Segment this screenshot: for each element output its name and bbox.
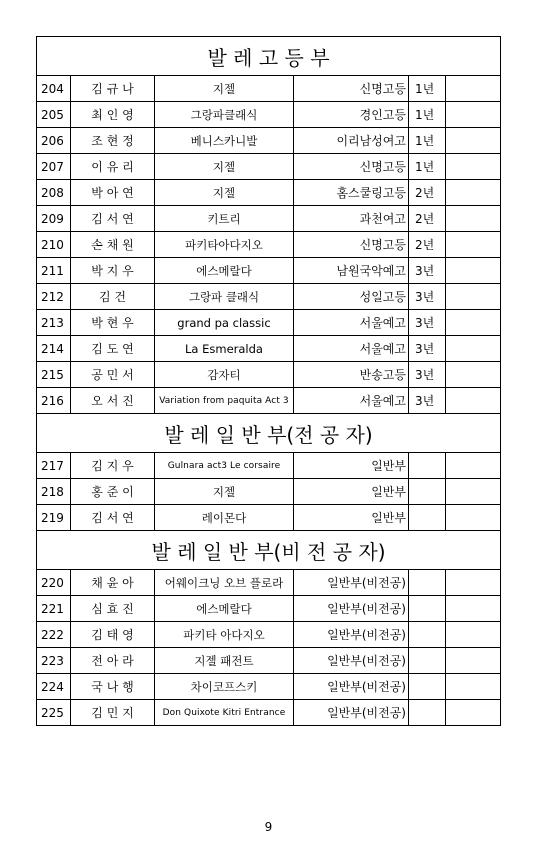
- entry-number: 204: [37, 76, 71, 102]
- piece-title: 키트리: [155, 206, 294, 232]
- entry-number: 213: [37, 310, 71, 336]
- blank-cell: [446, 128, 501, 154]
- participant-name: 김 태 영: [71, 622, 155, 648]
- entry-number: 220: [37, 570, 71, 596]
- blank-cell: [446, 596, 501, 622]
- participant-name: 조 현 정: [71, 128, 155, 154]
- school-name: 경인고등: [294, 102, 409, 128]
- blank-cell: [446, 206, 501, 232]
- participant-name: 김 민 지: [71, 700, 155, 726]
- blank-cell: [446, 154, 501, 180]
- blank-cell: [446, 284, 501, 310]
- entry-number: 223: [37, 648, 71, 674]
- school-name: 일반부(비전공): [294, 622, 409, 648]
- piece-title: 파키타 아다지오: [155, 622, 294, 648]
- piece-title: 베니스카니발: [155, 128, 294, 154]
- participant-name: 공 민 서: [71, 362, 155, 388]
- blank-cell: [446, 310, 501, 336]
- entry-number: 218: [37, 479, 71, 505]
- table-row: [37, 284, 501, 310]
- school-name: 일반부(비전공): [294, 570, 409, 596]
- table-row: [37, 570, 501, 596]
- grade-year: 2년: [409, 232, 446, 258]
- participant-name: 최 인 영: [71, 102, 155, 128]
- blank-cell: [446, 674, 501, 700]
- school-name: 반송고등: [294, 362, 409, 388]
- table-row: [37, 180, 501, 206]
- piece-title: 차이코프스키: [155, 674, 294, 700]
- school-name: 일반부: [294, 479, 409, 505]
- participant-name: 심 효 진: [71, 596, 155, 622]
- page-number: 9: [264, 820, 273, 834]
- school-name: 남원국악예고: [294, 258, 409, 284]
- participant-name: 박 지 우: [71, 258, 155, 284]
- entry-number: 212: [37, 284, 71, 310]
- piece-title: 지젤: [155, 76, 294, 102]
- table-row: [37, 76, 501, 102]
- grade-year: 2년: [409, 206, 446, 232]
- section-title: 발 레 고 등 부: [37, 37, 501, 76]
- grade-year: 1년: [409, 154, 446, 180]
- grade-year: 3년: [409, 258, 446, 284]
- table-row: [37, 479, 501, 505]
- table-row: [37, 453, 501, 479]
- school-name: 신명고등: [294, 76, 409, 102]
- participant-name: 김 지 우: [71, 453, 155, 479]
- participant-name: 김 서 연: [71, 505, 155, 531]
- school-name: 일반부(비전공): [294, 648, 409, 674]
- piece-title: Gulnara act3 Le corsaire: [155, 453, 294, 479]
- blank-cell: [446, 479, 501, 505]
- entry-number: 217: [37, 453, 71, 479]
- grade-year: 3년: [409, 284, 446, 310]
- table-row: [37, 505, 501, 531]
- piece-title: 에스메랄다: [155, 258, 294, 284]
- school-name: 일반부: [294, 453, 409, 479]
- grade-year: [409, 674, 446, 700]
- piece-title: 파키타아다지오: [155, 232, 294, 258]
- table-row: [37, 622, 501, 648]
- piece-title: grand pa classic: [155, 310, 294, 336]
- grade-year: [409, 570, 446, 596]
- piece-title: 지젤 패전트: [155, 648, 294, 674]
- piece-title: 그랑파 클래식: [155, 284, 294, 310]
- school-name: 일반부(비전공): [294, 596, 409, 622]
- table-row: [37, 700, 501, 726]
- participant-name: 홍 준 이: [71, 479, 155, 505]
- grade-year: [409, 648, 446, 674]
- blank-cell: [446, 505, 501, 531]
- participant-name: 국 나 행: [71, 674, 155, 700]
- section-header-row: [37, 37, 501, 76]
- grade-year: [409, 479, 446, 505]
- section-title: 발 레 일 반 부(전 공 자): [37, 414, 501, 453]
- school-name: 성일고등: [294, 284, 409, 310]
- school-name: 서울예고: [294, 388, 409, 414]
- table-row: [37, 102, 501, 128]
- grade-year: [409, 622, 446, 648]
- piece-title: 레이몬다: [155, 505, 294, 531]
- entry-number: 207: [37, 154, 71, 180]
- entry-number: 222: [37, 622, 71, 648]
- piece-title: 지젤: [155, 154, 294, 180]
- participant-name: 오 서 진: [71, 388, 155, 414]
- entry-number: 225: [37, 700, 71, 726]
- blank-cell: [446, 258, 501, 284]
- piece-title: 감자티: [155, 362, 294, 388]
- section-header-row: [37, 531, 501, 570]
- participant-name: 박 아 연: [71, 180, 155, 206]
- entry-number: 219: [37, 505, 71, 531]
- grade-year: [409, 453, 446, 479]
- grade-year: 1년: [409, 76, 446, 102]
- participant-name: 전 아 라: [71, 648, 155, 674]
- blank-cell: [446, 648, 501, 674]
- piece-title: 지젤: [155, 180, 294, 206]
- school-name: 홈스쿨링고등: [294, 180, 409, 206]
- entry-number: 208: [37, 180, 71, 206]
- blank-cell: [446, 180, 501, 206]
- table-row: [37, 388, 501, 414]
- blank-cell: [446, 336, 501, 362]
- grade-year: 1년: [409, 128, 446, 154]
- piece-title: La Esmeralda: [155, 336, 294, 362]
- participant-table: [36, 36, 501, 726]
- grade-year: [409, 596, 446, 622]
- blank-cell: [446, 102, 501, 128]
- piece-title: 에스메랄다: [155, 596, 294, 622]
- table-row: [37, 362, 501, 388]
- participant-name: 박 현 우: [71, 310, 155, 336]
- entry-number: 215: [37, 362, 71, 388]
- entry-number: 221: [37, 596, 71, 622]
- school-name: 신명고등: [294, 232, 409, 258]
- grade-year: 3년: [409, 362, 446, 388]
- entry-number: 211: [37, 258, 71, 284]
- piece-title: Variation from paquita Act 3: [155, 388, 294, 414]
- school-name: 서울예고: [294, 310, 409, 336]
- piece-title: 그랑파클래식: [155, 102, 294, 128]
- participant-name: 김 도 연: [71, 336, 155, 362]
- entry-number: 205: [37, 102, 71, 128]
- table-row: [37, 596, 501, 622]
- blank-cell: [446, 388, 501, 414]
- grade-year: 1년: [409, 102, 446, 128]
- blank-cell: [446, 453, 501, 479]
- table-row: [37, 258, 501, 284]
- participant-name: 김 규 나: [71, 76, 155, 102]
- entry-number: 216: [37, 388, 71, 414]
- blank-cell: [446, 622, 501, 648]
- table-row: [37, 648, 501, 674]
- table-row: [37, 310, 501, 336]
- blank-cell: [446, 570, 501, 596]
- participant-name: 이 유 리: [71, 154, 155, 180]
- grade-year: 2년: [409, 180, 446, 206]
- piece-title: Don Quixote Kitri Entrance: [155, 700, 294, 726]
- table-row: [37, 674, 501, 700]
- school-name: 일반부: [294, 505, 409, 531]
- participant-name: 김 건: [71, 284, 155, 310]
- grade-year: 3년: [409, 336, 446, 362]
- table-row: [37, 232, 501, 258]
- school-name: 신명고등: [294, 154, 409, 180]
- table-row: [37, 206, 501, 232]
- entry-number: 209: [37, 206, 71, 232]
- table-row: [37, 128, 501, 154]
- participant-name: 손 채 원: [71, 232, 155, 258]
- table-row: [37, 336, 501, 362]
- school-name: 일반부(비전공): [294, 674, 409, 700]
- entry-number: 210: [37, 232, 71, 258]
- participant-name: 김 서 연: [71, 206, 155, 232]
- piece-title: 어웨이크닝 오브 플로라: [155, 570, 294, 596]
- entry-number: 206: [37, 128, 71, 154]
- school-name: 서울예고: [294, 336, 409, 362]
- grade-year: [409, 505, 446, 531]
- piece-title: 지젤: [155, 479, 294, 505]
- school-name: 일반부(비전공): [294, 700, 409, 726]
- entry-number: 224: [37, 674, 71, 700]
- grade-year: 3년: [409, 388, 446, 414]
- school-name: 이리남성여고: [294, 128, 409, 154]
- entry-number: 214: [37, 336, 71, 362]
- school-name: 과천여고: [294, 206, 409, 232]
- participant-name: 채 윤 아: [71, 570, 155, 596]
- grade-year: 3년: [409, 310, 446, 336]
- blank-cell: [446, 700, 501, 726]
- grade-year: [409, 700, 446, 726]
- table-row: [37, 154, 501, 180]
- blank-cell: [446, 362, 501, 388]
- blank-cell: [446, 232, 501, 258]
- section-title: 발 레 일 반 부(비 전 공 자): [37, 531, 501, 570]
- blank-cell: [446, 76, 501, 102]
- section-header-row: [37, 414, 501, 453]
